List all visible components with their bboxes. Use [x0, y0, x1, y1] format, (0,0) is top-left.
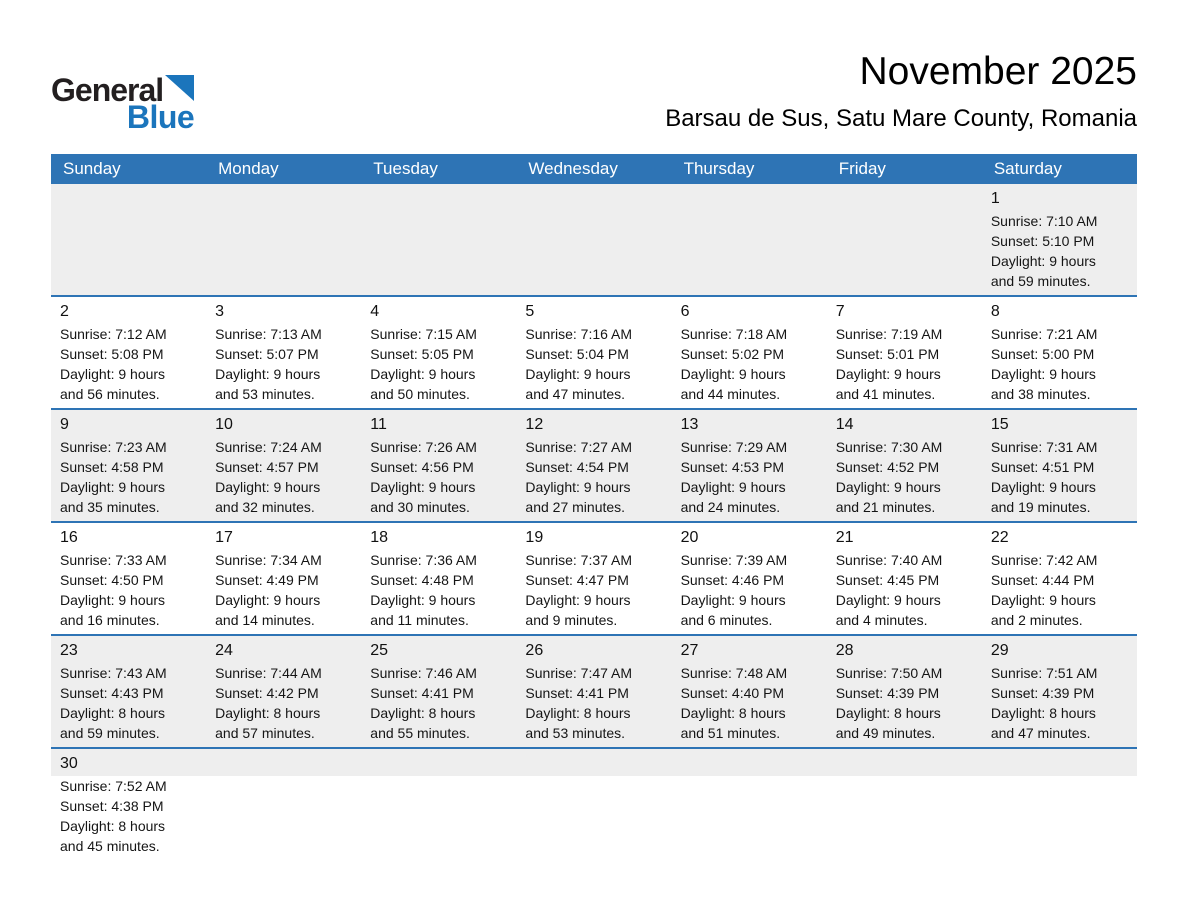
weekday-header-friday: Friday [838, 159, 886, 178]
day-cell-empty [672, 749, 827, 862]
day-number: 10 [215, 416, 233, 434]
day-detail-line: Sunrise: 7:51 AM [990, 665, 1098, 682]
day-number: 2 [60, 303, 69, 321]
day-detail-line: Sunset: 5:01 PM [835, 346, 940, 363]
day-cell-empty [361, 749, 516, 862]
day-cell-15 [982, 410, 1137, 521]
day-detail-line: Sunrise: 7:48 AM [680, 665, 788, 682]
day-cell-empty [516, 184, 671, 295]
day-detail-line: Sunrise: 7:50 AM [835, 665, 943, 682]
day-detail-line: and 21 minutes. [835, 499, 936, 516]
day-detail-line: Sunrise: 7:24 AM [215, 439, 322, 456]
day-number: 23 [60, 642, 78, 660]
weekday-header-wednesday: Wednesday [528, 159, 618, 178]
day-number: 26 [525, 642, 544, 660]
day-cell-7 [827, 297, 982, 408]
day-detail-line: and 50 minutes. [370, 386, 470, 403]
day-cell-21 [827, 523, 982, 634]
weekday-header-monday: Monday [218, 159, 279, 178]
day-cell-empty [51, 184, 206, 295]
day-detail-line: Sunset: 5:04 PM [525, 346, 629, 363]
page-title: November 2025 [859, 50, 1137, 93]
day-number: 28 [835, 642, 854, 660]
day-detail-line: and 44 minutes. [680, 386, 781, 403]
day-detail-line: and 59 minutes. [60, 725, 160, 742]
day-detail-line: Daylight: 9 hours [370, 479, 476, 496]
day-detail-line: and 14 minutes. [215, 612, 315, 629]
day-detail-line: Daylight: 9 hours [680, 479, 786, 496]
page-header [51, 0, 1137, 133]
day-detail-line: Sunrise: 7:19 AM [835, 326, 943, 343]
day-cell-24 [206, 636, 361, 747]
day-detail-line: Sunset: 5:02 PM [680, 346, 785, 363]
week-row-6 [51, 747, 1137, 862]
day-detail-line: and 38 minutes. [990, 386, 1091, 403]
day-number: 27 [680, 642, 699, 660]
day-detail-line: Daylight: 8 hours [370, 705, 476, 722]
day-cell-2 [51, 297, 206, 408]
day-number: 20 [680, 529, 699, 547]
day-detail-line: Sunset: 5:07 PM [215, 346, 319, 363]
day-number: 24 [215, 642, 233, 660]
day-detail-line: and 55 minutes. [370, 725, 470, 742]
day-detail-line: Daylight: 8 hours [990, 705, 1096, 722]
day-cell-29 [982, 636, 1137, 747]
day-number: 15 [990, 416, 1009, 434]
day-detail-line: and 2 minutes. [990, 612, 1083, 629]
weekday-header-saturday: Saturday [993, 159, 1062, 178]
day-number: 25 [370, 642, 389, 660]
day-detail-line: Sunset: 4:38 PM [60, 798, 164, 815]
day-detail-line: and 9 minutes. [525, 612, 618, 629]
day-detail-line: Sunrise: 7:12 AM [60, 326, 167, 343]
day-detail-line: Daylight: 9 hours [525, 366, 631, 383]
day-number: 9 [60, 416, 69, 434]
day-number: 12 [525, 416, 544, 434]
calendar-table [51, 154, 1137, 862]
general-blue-logo [51, 74, 194, 133]
day-detail-line: Daylight: 9 hours [370, 592, 476, 609]
day-detail-line: Daylight: 9 hours [835, 479, 941, 496]
day-detail-line: and 24 minutes. [680, 499, 781, 516]
day-detail-line: Daylight: 9 hours [680, 592, 786, 609]
day-cell-14 [827, 410, 982, 521]
week-row-1 [51, 184, 1137, 295]
day-detail-line: Sunset: 4:42 PM [215, 685, 319, 702]
day-detail-line: Sunrise: 7:34 AM [215, 552, 322, 569]
day-detail-line: Sunset: 4:44 PM [990, 572, 1095, 589]
day-detail-line: Sunset: 4:49 PM [215, 572, 319, 589]
day-detail-line: Daylight: 9 hours [215, 479, 321, 496]
day-detail-line: Sunrise: 7:27 AM [525, 439, 633, 456]
day-cell-8 [982, 297, 1137, 408]
day-number: 18 [370, 529, 389, 547]
day-cell-20 [672, 523, 827, 634]
day-detail-line: Sunrise: 7:46 AM [370, 665, 477, 682]
day-detail-line: and 45 minutes. [60, 838, 160, 855]
day-detail-line: and 56 minutes. [60, 386, 160, 403]
day-detail-line: Daylight: 9 hours [835, 592, 941, 609]
weekday-header-sunday: Sunday [63, 159, 121, 178]
day-cell-empty [672, 184, 827, 295]
day-detail-line: and 53 minutes. [215, 386, 315, 403]
logo-text-blue: Blue [126, 99, 195, 135]
day-detail-line: Sunrise: 7:36 AM [370, 552, 477, 569]
day-detail-line: Daylight: 8 hours [680, 705, 786, 722]
day-detail-line: and 32 minutes. [215, 499, 315, 516]
day-detail-line: Sunrise: 7:37 AM [525, 552, 633, 569]
logo-flag-icon [165, 75, 194, 101]
day-detail-line: and 4 minutes. [835, 612, 928, 629]
day-detail-line: Sunset: 4:40 PM [680, 685, 785, 702]
day-detail-line: Daylight: 9 hours [60, 479, 166, 496]
day-number: 13 [680, 416, 699, 434]
day-number: 22 [990, 529, 1009, 547]
day-detail-line: and 57 minutes. [215, 725, 315, 742]
day-number: 4 [370, 303, 380, 321]
day-detail-line: Sunrise: 7:16 AM [525, 326, 633, 343]
day-cell-empty [206, 749, 361, 862]
day-detail-line: Daylight: 8 hours [215, 705, 321, 722]
day-cell-19 [516, 523, 671, 634]
day-number: 21 [835, 529, 854, 547]
day-detail-line: Sunset: 4:50 PM [60, 572, 164, 589]
day-detail-line: Daylight: 9 hours [990, 479, 1096, 496]
day-detail-line: Daylight: 9 hours [990, 253, 1096, 270]
day-detail-line: Sunset: 4:45 PM [835, 572, 940, 589]
title-block [665, 50, 1137, 133]
day-detail-line: Daylight: 9 hours [60, 592, 166, 609]
day-detail-line: Sunrise: 7:30 AM [835, 439, 943, 456]
day-detail-line: and 6 minutes. [680, 612, 773, 629]
day-detail-line: Sunrise: 7:21 AM [990, 326, 1098, 343]
day-number: 16 [60, 529, 78, 547]
day-detail-line: Sunrise: 7:31 AM [990, 439, 1098, 456]
day-cell-23 [51, 636, 206, 747]
weekday-header-thursday: Thursday [683, 159, 755, 178]
day-detail-line: Daylight: 8 hours [60, 705, 166, 722]
day-cell-empty [361, 184, 516, 295]
day-detail-line: and 16 minutes. [60, 612, 160, 629]
day-cell-22 [982, 523, 1137, 634]
week-row-5 [51, 634, 1137, 747]
week-row-4 [51, 521, 1137, 634]
day-cell-5 [516, 297, 671, 408]
day-detail-line: Sunrise: 7:23 AM [60, 439, 167, 456]
day-detail-line: Sunrise: 7:47 AM [525, 665, 633, 682]
day-detail-line: Sunset: 4:39 PM [990, 685, 1095, 702]
day-detail-line: Daylight: 9 hours [215, 366, 321, 383]
day-detail-line: Sunrise: 7:43 AM [60, 665, 167, 682]
day-number: 29 [990, 642, 1009, 660]
day-number: 8 [990, 303, 1000, 321]
day-number: 3 [215, 303, 225, 321]
day-cell-28 [827, 636, 982, 747]
day-detail-line: and 59 minutes. [990, 273, 1091, 290]
day-cell-27 [672, 636, 827, 747]
day-detail-line: Sunset: 4:46 PM [680, 572, 785, 589]
page-subtitle: Barsau de Sus, Satu Mare County, Romania [665, 104, 1137, 132]
day-detail-line: and 47 minutes. [525, 386, 626, 403]
day-detail-line: Daylight: 9 hours [990, 366, 1096, 383]
day-detail-line: Sunset: 5:10 PM [990, 233, 1095, 250]
day-number: 7 [835, 303, 845, 321]
calendar-grid [51, 184, 1137, 862]
day-detail-line: and 27 minutes. [525, 499, 626, 516]
day-detail-line: Sunset: 4:51 PM [990, 459, 1095, 476]
day-detail-line: Daylight: 9 hours [525, 479, 631, 496]
day-detail-line: and 41 minutes. [835, 386, 936, 403]
day-detail-line: Sunset: 4:43 PM [60, 685, 164, 702]
day-detail-line: Sunrise: 7:42 AM [990, 552, 1098, 569]
day-number: 17 [215, 529, 233, 547]
day-detail-line: Sunset: 4:58 PM [60, 459, 164, 476]
day-detail-line: Sunset: 4:52 PM [835, 459, 940, 476]
day-detail-line: Daylight: 8 hours [60, 818, 166, 835]
day-detail-line: Sunset: 4:47 PM [525, 572, 629, 589]
day-detail-line: and 47 minutes. [990, 725, 1091, 742]
day-detail-line: and 35 minutes. [60, 499, 160, 516]
weekday-header-tuesday: Tuesday [373, 159, 438, 178]
day-detail-line: Daylight: 9 hours [835, 366, 941, 383]
day-detail-line: Sunrise: 7:15 AM [370, 326, 477, 343]
day-number: 19 [525, 529, 544, 547]
day-detail-line: Sunset: 5:00 PM [990, 346, 1095, 363]
day-cell-1 [982, 184, 1137, 295]
day-cell-16 [51, 523, 206, 634]
day-detail-line: Sunset: 4:56 PM [370, 459, 474, 476]
day-cell-10 [206, 410, 361, 521]
week-row-3 [51, 408, 1137, 521]
day-cell-9 [51, 410, 206, 521]
day-detail-line: Sunset: 5:08 PM [60, 346, 164, 363]
day-number: 5 [525, 303, 535, 321]
day-detail-line: Daylight: 9 hours [215, 592, 321, 609]
day-detail-line: and 19 minutes. [990, 499, 1091, 516]
day-detail-line: Daylight: 9 hours [60, 366, 166, 383]
day-cell-30 [51, 749, 206, 862]
day-cell-25 [361, 636, 516, 747]
day-number: 11 [370, 416, 387, 434]
day-number: 1 [990, 190, 1000, 207]
day-detail-line: Sunrise: 7:39 AM [680, 552, 788, 569]
day-cell-6 [672, 297, 827, 408]
day-cell-26 [516, 636, 671, 747]
day-number: 14 [835, 416, 854, 434]
day-detail-line: Sunset: 5:05 PM [370, 346, 474, 363]
week-row-2 [51, 295, 1137, 408]
day-detail-line: Sunset: 4:57 PM [215, 459, 319, 476]
day-detail-line: Sunset: 4:39 PM [835, 685, 940, 702]
day-detail-line: Sunrise: 7:33 AM [60, 552, 167, 569]
day-cell-17 [206, 523, 361, 634]
day-detail-line: Sunset: 4:41 PM [525, 685, 629, 702]
weekday-header-row [51, 154, 1137, 184]
day-detail-line: Daylight: 9 hours [680, 366, 786, 383]
day-cell-12 [516, 410, 671, 521]
day-detail-line: Daylight: 8 hours [835, 705, 941, 722]
day-detail-line: Sunrise: 7:44 AM [215, 665, 322, 682]
day-cell-empty [206, 184, 361, 295]
day-detail-line: Daylight: 9 hours [525, 592, 631, 609]
day-cell-4 [361, 297, 516, 408]
day-detail-line: and 49 minutes. [835, 725, 936, 742]
day-cell-11 [361, 410, 516, 521]
day-detail-line: Sunrise: 7:29 AM [680, 439, 788, 456]
day-detail-line: and 30 minutes. [370, 499, 470, 516]
day-cell-empty [827, 184, 982, 295]
day-number: 6 [680, 303, 690, 321]
day-number: 30 [60, 755, 78, 773]
day-detail-line: Daylight: 9 hours [370, 366, 476, 383]
day-detail-line: Sunrise: 7:13 AM [215, 326, 322, 343]
day-detail-line: Sunrise: 7:52 AM [60, 778, 167, 795]
day-detail-line: Sunset: 4:41 PM [370, 685, 474, 702]
day-cell-13 [672, 410, 827, 521]
day-detail-line: Daylight: 8 hours [525, 705, 631, 722]
day-detail-line: Daylight: 9 hours [990, 592, 1096, 609]
day-detail-line: and 53 minutes. [525, 725, 626, 742]
day-cell-empty [982, 749, 1137, 862]
day-detail-line: Sunrise: 7:10 AM [990, 213, 1098, 229]
day-cell-18 [361, 523, 516, 634]
day-detail-line: Sunrise: 7:26 AM [370, 439, 477, 456]
day-detail-line: Sunset: 4:48 PM [370, 572, 474, 589]
day-cell-empty [827, 749, 982, 862]
day-cell-empty [516, 749, 671, 862]
day-detail-line: Sunrise: 7:18 AM [680, 326, 788, 343]
day-detail-line: and 11 minutes. [370, 612, 469, 629]
day-detail-line: Sunset: 4:54 PM [525, 459, 629, 476]
day-detail-line: Sunrise: 7:40 AM [835, 552, 943, 569]
day-cell-3 [206, 297, 361, 408]
day-detail-line: and 51 minutes. [680, 725, 781, 742]
day-detail-line: Sunset: 4:53 PM [680, 459, 785, 476]
logo-text-general: General [51, 72, 164, 108]
